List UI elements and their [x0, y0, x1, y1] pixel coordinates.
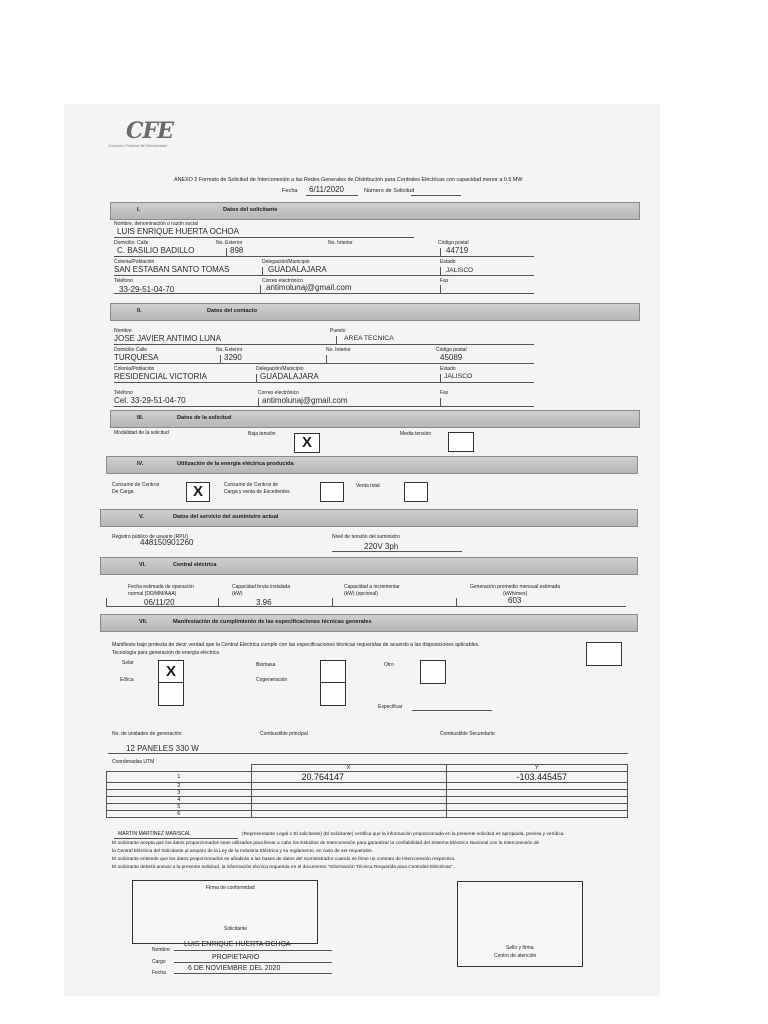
s1-nombre-field[interactable]	[114, 237, 414, 238]
s6-sep-1	[106, 598, 107, 606]
utm-row-number: 4	[107, 797, 252, 804]
section-5-title: Datos del servicio del suministro actual	[173, 514, 279, 520]
s6-fecha-value: 06/11/20	[144, 598, 175, 607]
sig-cargo-value: PROPIETARIO	[212, 954, 260, 961]
s1-domicilio-field[interactable]	[114, 256, 534, 257]
s4-opt1-mark: X	[192, 483, 203, 500]
section-4-number: IV.	[137, 461, 144, 467]
s7-cogen-label: Cogeneración	[256, 677, 288, 683]
s1-noint-label: No. Interior	[328, 240, 353, 246]
s2-puesto-value: AREA TECNICA	[344, 335, 394, 342]
utm-x-value[interactable]	[251, 783, 446, 790]
utm-row-number: 5	[107, 804, 252, 811]
utm-y-header: Y	[446, 765, 628, 772]
sig-cargo-field[interactable]	[174, 962, 332, 963]
s6-sep-3	[332, 598, 333, 606]
s7-especificar-field[interactable]	[412, 710, 492, 711]
s1-sep-2	[440, 248, 441, 256]
s1-cp-label: Código postal	[438, 240, 469, 246]
sig-fecha-field[interactable]	[174, 973, 332, 974]
s1-nombre-label: Nombre, denominación o razón social	[114, 221, 198, 227]
document-title: ANEXO 2 Formato de Solicitud de Interconexión a las Redes Generales de Distribución para Centrales Eléctricas con capacidad menor a 0.5 MW	[174, 177, 523, 183]
s7-manifiesto: Manifiesto bajo protesta de decir verdad que la Central Eléctrica cumple con las especificaciones técnicas requeridas de acuerdo a las disposiciones aplicables.	[112, 642, 480, 648]
s2-sep-3	[326, 355, 327, 363]
s7-otro-checkbox[interactable]	[420, 660, 446, 684]
section-4-header	[106, 456, 638, 474]
utm-x-value[interactable]	[251, 804, 446, 811]
s7-cogen-checkbox[interactable]	[320, 682, 346, 706]
sig-fecha-label: Fecha	[152, 970, 166, 976]
s2-sep-2	[220, 355, 221, 363]
s6-cap-value: 3.96	[256, 598, 272, 607]
s2-email-value: antimolunaj@gmail.com	[262, 396, 348, 405]
sig-nombre-label: Nombre	[152, 947, 170, 953]
s2-tel-label: Teléfono	[114, 390, 133, 396]
legal-line-2: El solicitante acepta que los datos proporcionados sean utilizados para llevar a cabo los Estudios de Interconexión para garantizar la confiabilidad del Sistema Eléctrico Nacional con la Interconexión de	[112, 841, 540, 846]
table-row	[107, 797, 628, 804]
s5-rpu-label: Registro público de usuario (RPU)	[112, 534, 188, 540]
utm-row-number: 2	[107, 783, 252, 790]
numero-solicitud-label: Número de Solicitud	[364, 188, 415, 194]
s3-baja-label: Baja tensión	[248, 431, 276, 437]
document-page	[64, 104, 660, 996]
utm-x-value[interactable]	[251, 811, 446, 818]
utm-x-value[interactable]: 20.764147	[251, 772, 446, 783]
s6-sep-2	[218, 598, 219, 606]
utm-x-header: X	[251, 765, 446, 772]
sig-fecha-value: 6 DE NOVIEMBRE DEL 2020	[188, 965, 281, 972]
utm-y-value[interactable]	[446, 797, 628, 804]
s2-deleg-value: GUADALAJARA	[260, 372, 319, 381]
utm-y-value[interactable]	[446, 811, 628, 818]
s2-domicilio-field[interactable]	[114, 363, 534, 364]
s1-tel-field[interactable]	[114, 293, 534, 294]
s6-gen-value: 603	[508, 596, 522, 605]
table-row	[107, 804, 628, 811]
s2-sep-1	[336, 336, 337, 344]
section-7-header	[100, 614, 638, 632]
s7-manifiesto-checkbox[interactable]	[586, 642, 622, 666]
s4-opt1-label: Consumo de Centros De Carga	[112, 482, 160, 495]
s4-opt3-checkbox[interactable]	[404, 482, 428, 502]
s1-email-label: Correo electrónico	[262, 278, 303, 284]
s7-eolica-checkbox[interactable]	[158, 682, 184, 706]
legal-rep-name: MARTIN MARTINEZ MARISCAL	[118, 831, 191, 837]
section-3-header	[110, 410, 640, 428]
s1-sep-6	[440, 285, 441, 293]
section-1-number: I.	[137, 207, 141, 213]
fecha-underline	[306, 195, 358, 196]
s7-utm-label: Coordenadas UTM	[112, 759, 155, 765]
s1-sep-3	[262, 267, 263, 275]
s2-noext-label: No. Exterior	[216, 347, 243, 353]
s2-email-label: Correo electrónico	[258, 390, 299, 396]
section-4-title: Utilización de la energía eléctrica producida	[177, 461, 294, 467]
s2-colonia-value: RESIDENCIAL VICTORIA	[114, 372, 207, 381]
s2-noext-value: 3290	[224, 353, 242, 362]
section-3-number: III.	[137, 415, 144, 421]
legal-line-4: El solicitante entiende que los datos proporcionados se añadirán a las bases de datos del Suministrador cuando se firme un contrato de Interconexión respectivo.	[112, 857, 456, 862]
s7-eolica-label: Eólica	[120, 677, 134, 683]
utm-x-value[interactable]	[251, 790, 446, 797]
s2-domicilio-label: Domicilio Calle	[114, 347, 148, 353]
s7-tecnologia: Tecnología para generación de energía eléctrica	[112, 650, 220, 656]
sig-nombre-field[interactable]	[174, 950, 332, 951]
s7-unidades-field[interactable]	[108, 753, 628, 754]
s1-tel-label: Teléfono	[114, 278, 133, 284]
fecha-value: 6/11/2020	[309, 185, 344, 194]
section-1-title: Datos del solicitante	[223, 207, 278, 213]
s1-colonia-field[interactable]	[114, 275, 534, 276]
s2-nombre-field[interactable]	[114, 344, 534, 345]
s7-unidades-value: 12 PANELES 330 W	[126, 744, 199, 753]
s6-sep-4	[456, 598, 457, 606]
sig-nombre-value: LUIS ENRIQUE HUERTA OCHOA	[184, 941, 291, 948]
s2-cp-value: 45089	[440, 353, 463, 362]
s1-colonia-value: SAN ESTABAN SANTO TOMAS	[114, 265, 230, 274]
s3-baja-mark: X	[301, 434, 312, 451]
s1-noext-value: 898	[230, 246, 244, 255]
s6-data-field[interactable]	[106, 606, 626, 607]
s7-unidades-label: No. de unidades de generación	[112, 731, 182, 737]
s7-especificar-label: Especificar	[378, 704, 403, 710]
section-5-header	[100, 509, 638, 527]
s1-cp-value: 44719	[446, 246, 469, 255]
section-2-title: Datos del contacto	[207, 308, 258, 314]
s1-estado-label: Estado	[440, 259, 456, 265]
s1-deleg-value: GUADALAJARA	[268, 265, 327, 274]
sig-cargo-label: Cargo	[152, 959, 166, 965]
s3-media-label: Media tensión	[400, 431, 432, 437]
s2-sep-5	[440, 374, 441, 382]
s1-deleg-label: Delegación/Municipio	[262, 259, 310, 265]
section-5-number: V.	[139, 514, 144, 520]
cfe-logo: CFE	[126, 118, 173, 144]
s3-baja-checkbox[interactable]	[294, 433, 320, 453]
s2-tel-field[interactable]	[114, 406, 534, 407]
s7-comb-secundario-label: Combustible Secundario	[440, 731, 495, 737]
legal-line-3: la Central Eléctrica del Solicitante al amparo de la Ley de la Industria Eléctrica y su reglamento, en caso de ser requeridos.	[112, 849, 374, 854]
legal-line-5: El solicitante deberá anexar a la presente solicitud, la información técnica requerida en el documento "Información Técnica Requerida para Centrales Eléctricas".	[112, 865, 454, 870]
s7-otro-label: Otro	[384, 662, 394, 668]
s2-tel-value: Cel. 33-29-51-04-70	[114, 396, 186, 405]
utm-row-number: 3	[107, 790, 252, 797]
table-row	[107, 790, 628, 797]
utm-corner	[107, 765, 252, 772]
s1-domicilio-value: C. BASILIO BADILLO	[117, 246, 195, 255]
s5-nivel-field[interactable]	[332, 551, 462, 552]
s1-tel-value: 33-29-51-04-70	[119, 285, 175, 294]
s7-biomasa-checkbox[interactable]	[320, 660, 346, 684]
s4-opt1-checkbox[interactable]	[186, 482, 210, 502]
section-2-header	[110, 303, 640, 321]
table-row	[107, 772, 628, 783]
s2-puesto-label: Puesto	[330, 328, 346, 334]
cfe-logo-subtitle: Comisión Federal de Electricidad	[108, 143, 167, 148]
table-row	[107, 783, 628, 790]
s6-inc-label: Capacidad a incrementar (kW) (opcional)	[344, 584, 400, 597]
s6-gen-label: Generación promedio mensual estimada (kWh/mes)	[470, 584, 561, 597]
s1-sep-5	[260, 285, 261, 293]
s1-fax-label: Fax	[440, 278, 449, 284]
s1-noext-label: No. Exterior	[216, 240, 243, 246]
solicitante-label: Solicitante	[224, 926, 248, 932]
s7-biomasa-label: Biomasa	[256, 662, 276, 668]
firma-label: Firma de conformidad	[206, 885, 255, 891]
s4-opt3-label: Venta total	[356, 483, 380, 489]
utm-row-number: 6	[107, 811, 252, 818]
numero-solicitud-field[interactable]	[411, 195, 461, 196]
s2-sep-4	[256, 374, 257, 382]
s4-opt2-checkbox[interactable]	[320, 482, 344, 502]
section-7-title: Manifestación de cumplimiento de las especificaciones técnicas generales	[173, 619, 372, 625]
legal-line-1: (Representante Legal o El solicitante) (El solicitante) certifica que la información proporcionada en la presente solicitud es apropiada, precisa y verídica.	[242, 832, 565, 837]
s2-domicilio-value: TURQUESA	[114, 353, 159, 362]
s2-colonia-field[interactable]	[114, 382, 534, 383]
s2-estado-value: JALISCO	[444, 373, 473, 380]
s7-comb-principal-label: Combustible principal	[260, 731, 308, 737]
s3-media-checkbox[interactable]	[448, 432, 474, 452]
s5-nivel-value: 220V 3ph	[364, 542, 399, 551]
section-6-number: VI.	[139, 562, 146, 568]
utm-y-value[interactable]	[446, 804, 628, 811]
s2-sep-7	[440, 398, 441, 406]
centro-label: Centro de atención	[494, 953, 537, 959]
s7-solar-label: Solar	[122, 660, 134, 666]
s2-deleg-label: Delegación/Municipio	[256, 366, 304, 372]
s7-solar-mark: X	[165, 663, 176, 680]
utm-row-number: 1	[107, 772, 252, 783]
section-3-title: Datos de la solicitud	[177, 415, 232, 421]
s1-estado-value: JALISCO	[446, 267, 474, 274]
s2-noint-label: No. Interior	[326, 347, 351, 353]
section-7-number: VII.	[139, 619, 148, 625]
s3-modalidad-label: Modalidad de la solicitud	[114, 430, 169, 436]
s2-estado-label: Estado	[440, 366, 456, 372]
utm-y-value[interactable]	[446, 790, 628, 797]
s5-nivel-label: Nivel de tensión del suministro	[332, 534, 400, 540]
s2-nombre-value: JOSE JAVIER ANTIMO LUNA	[114, 334, 221, 343]
fecha-label: Fecha	[282, 188, 298, 194]
s1-sep-1	[226, 248, 227, 256]
s5-rpu-value: 448150901260	[140, 538, 194, 547]
utm-y-value[interactable]: -103.445457	[446, 772, 628, 783]
s6-fecha-label: Fecha estimada de operación normal (DD/MM/AAA)	[128, 584, 194, 597]
s2-cp-label: Código postal	[436, 347, 467, 353]
s2-sep-6	[258, 398, 259, 406]
s4-opt2-label: Consumo de Centros de Carga y venta de Excedentes	[224, 482, 290, 495]
s7-utm-table	[106, 764, 628, 818]
s2-colonia-label: Colonia/Población	[114, 366, 155, 372]
s1-email-value: antimolunaj@gmail.com	[266, 283, 352, 292]
section-6-title: Central eléctrica	[173, 562, 217, 568]
s1-domicilio-label: Domicilio: Calle	[114, 240, 149, 246]
s1-colonia-label: Colonia/Población	[114, 259, 155, 265]
section-1-header	[110, 202, 640, 220]
table-row	[107, 811, 628, 818]
s1-sep-4	[440, 267, 441, 275]
utm-x-value[interactable]	[251, 797, 446, 804]
s2-nombre-label: Nombre	[114, 328, 132, 334]
utm-y-value[interactable]	[446, 783, 628, 790]
legal-rep-field[interactable]	[114, 838, 238, 839]
section-2-number: II.	[137, 308, 142, 314]
s2-fax-label: Fax	[440, 390, 449, 396]
table-row	[107, 765, 628, 772]
s7-solar-checkbox[interactable]	[158, 660, 184, 684]
s1-nombre-value: LUIS ENRIQUE HUERTA OCHOA	[117, 227, 239, 236]
s6-cap-label: Capacidad bruta instalada (kW)	[232, 584, 291, 597]
section-6-header	[100, 557, 638, 575]
sello-label: Sello y firma	[506, 945, 534, 951]
